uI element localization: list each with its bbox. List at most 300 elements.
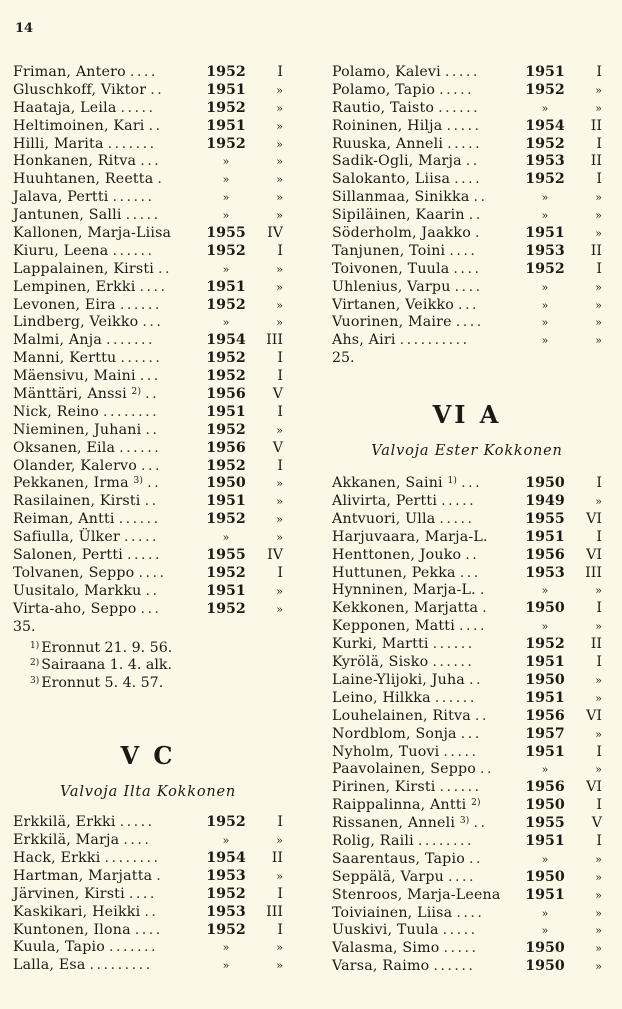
student-row [332, 600, 602, 618]
student-name-text: Kekkonen, Marjatta [332, 600, 479, 617]
student-name [332, 529, 488, 547]
footnote-reference: 3) [459, 816, 470, 827]
student-row [13, 297, 283, 315]
enrollment-year: 1952 [206, 350, 246, 367]
student-name [332, 815, 469, 833]
leader-dots: ... [139, 368, 161, 385]
student-name [332, 261, 449, 279]
leader-dots: .... [454, 278, 483, 295]
student-name-text: Mänttäri, Anssi [13, 386, 127, 403]
student-name-text: Rautio, Taisto [332, 99, 435, 116]
student-name [332, 171, 450, 189]
student-name [13, 297, 116, 315]
student-row [332, 869, 602, 887]
student-name-text: Ruuska, Anneli [332, 135, 444, 152]
student-name-text: Uhlenius, Varpu [332, 278, 451, 295]
enrollment-year: » [541, 209, 549, 223]
enrollment-year: 1952 [206, 135, 246, 152]
student-row [332, 851, 602, 869]
student-row [13, 458, 283, 476]
student-row [332, 153, 602, 171]
page-number: 14 [15, 21, 34, 36]
student-name [13, 153, 136, 171]
student-name [13, 314, 138, 332]
student-name [332, 654, 428, 672]
student-name-text: Kurki, Martti [332, 636, 429, 653]
entry-class: » [595, 227, 602, 241]
enrollment-year: 1953 [525, 153, 565, 170]
entry-class: I [596, 171, 602, 188]
enrollment-year: 1952 [206, 600, 246, 617]
student-name-text: Mäensivu, Maini [13, 368, 136, 385]
student-name [332, 493, 437, 511]
student-name-text: Rissanen, Anneli [332, 815, 456, 832]
enrollment-year: 1955 [525, 510, 565, 527]
student-row [13, 64, 283, 82]
entry-class: » [276, 531, 283, 545]
entry-class: I [596, 832, 602, 849]
leader-dots: .... [458, 618, 487, 635]
student-name-text: Salokanto, Liisa [332, 171, 451, 188]
student-name [332, 565, 456, 583]
student-name-text: Toivonen, Tuula [332, 260, 450, 277]
leader-dots: .... [134, 921, 163, 938]
student-name [332, 225, 471, 243]
student-name [13, 957, 86, 975]
leader-dots: ...... [432, 654, 475, 671]
student-name-text: Haataja, Leila [13, 99, 117, 116]
leader-dots: .... [455, 314, 484, 331]
leader-dots: ......... [89, 957, 153, 974]
leader-dots: ....... [108, 939, 159, 956]
enrollment-year: 1952 [206, 511, 246, 528]
enrollment-year: 1951 [206, 493, 246, 510]
entry-class: » [595, 209, 602, 223]
entry-class: » [595, 852, 602, 866]
entry-class: I [596, 260, 602, 277]
student-row [332, 136, 602, 154]
entry-class: IV [267, 547, 283, 564]
entry-class: I [596, 528, 602, 545]
student-name [332, 332, 396, 350]
footnote-3 [30, 675, 283, 693]
student-name [332, 118, 442, 136]
student-row [332, 529, 602, 547]
leader-dots: ... [457, 296, 480, 313]
student-name [332, 600, 478, 618]
entry-class: » [276, 602, 283, 616]
entry-class: » [276, 280, 283, 294]
student-row [13, 422, 283, 440]
student-name-text: Oksanen, Eila [13, 439, 116, 456]
student-name [332, 726, 457, 744]
leader-dots: ...... [119, 296, 162, 313]
student-name-text: Erkkilä, Erkki [13, 814, 116, 831]
student-name [332, 636, 429, 654]
enrollment-year: » [541, 298, 549, 312]
student-row [332, 654, 602, 672]
enrollment-year: 1950 [525, 600, 565, 617]
enrollment-year: 1951 [206, 278, 246, 295]
leader-dots: ...... [119, 439, 162, 456]
entry-class: III [266, 903, 283, 920]
enrollment-year: » [222, 316, 230, 330]
entry-class: I [277, 403, 283, 420]
student-name-text: Kyrölä, Sisko [332, 654, 429, 671]
student-name [13, 207, 122, 225]
student-row [332, 511, 602, 529]
enrollment-year: 1950 [525, 940, 565, 957]
student-row [13, 493, 283, 511]
leader-dots: ...... [439, 779, 482, 796]
enrollment-year: 1951 [525, 886, 565, 903]
student-row [332, 171, 602, 189]
student-name-text: Olander, Kalervo [13, 457, 138, 474]
student-name-text: Hynninen, Marja-L. [332, 582, 476, 599]
student-row [13, 922, 283, 940]
entry-class: » [595, 888, 602, 902]
entry-class: » [595, 673, 602, 687]
student-name [13, 64, 126, 82]
leader-dots: ...... [112, 189, 155, 206]
student-name [332, 833, 414, 851]
leader-dots: ..... [444, 64, 480, 80]
student-name-text: Honkanen, Ritva [13, 153, 137, 170]
leader-dots: .... [138, 564, 167, 581]
student-row [13, 332, 283, 350]
student-name [332, 511, 435, 529]
student-name [13, 547, 123, 565]
student-row [332, 833, 602, 851]
leader-dots: ...... [434, 689, 477, 706]
student-name [332, 940, 439, 958]
student-row [13, 529, 283, 547]
class-heading-vc: V C [120, 741, 176, 771]
student-name [13, 850, 100, 868]
student-name-text: Lempinen, Erkki [13, 278, 136, 295]
student-name-text: Leino, Hilkka [332, 689, 431, 706]
entry-class: V [272, 386, 283, 403]
leader-dots: ..... [125, 207, 161, 224]
enrollment-year: 1956 [525, 779, 565, 796]
student-name-text: Alivirta, Pertti [332, 493, 438, 510]
entry-class: » [276, 119, 283, 133]
student-name-text: Erkkilä, Marja [13, 832, 120, 849]
student-name [332, 279, 451, 297]
enrollment-year: » [541, 584, 549, 598]
student-name [332, 243, 445, 261]
student-name-text: Malmi, Anja [13, 332, 102, 349]
student-list-b [332, 64, 602, 350]
leader-dots: ....... [107, 135, 157, 152]
student-row [332, 922, 602, 940]
enrollment-year: 1951 [206, 582, 246, 599]
student-name-text: Stenroos, Marja-Leena [332, 886, 501, 903]
student-row [332, 690, 602, 708]
entry-class: I [596, 743, 602, 760]
student-name-text: Varsa, Raimo [332, 958, 430, 975]
enrollment-year: » [222, 941, 230, 955]
student-row [13, 565, 283, 583]
entry-class: V [272, 439, 283, 456]
entry-class: I [277, 368, 283, 385]
entry-class: » [276, 209, 283, 223]
student-name [13, 583, 141, 601]
student-row [332, 761, 602, 779]
student-name-text: Polamo, Tapio [332, 81, 436, 98]
leader-dots: .. [148, 117, 163, 134]
student-row [13, 189, 283, 207]
student-name [332, 761, 476, 779]
student-name-text: Raippalinna, Antti [332, 797, 467, 814]
student-name [332, 475, 457, 493]
student-row [332, 297, 602, 315]
leader-dots: .. [465, 153, 480, 170]
student-name-text: Lindberg, Veikko [13, 314, 139, 331]
leader-dots: ..... [441, 493, 477, 510]
enrollment-year: 1953 [525, 564, 565, 581]
enrollment-year: 1952 [206, 885, 246, 902]
student-name [13, 350, 116, 368]
student-row [332, 708, 602, 726]
enrollment-year: » [541, 191, 549, 205]
entry-class: VI [586, 546, 602, 563]
footnote-text: Sairaana 1. 4. alk. [41, 657, 172, 674]
student-row [13, 386, 283, 404]
student-row [332, 475, 602, 493]
student-name [332, 708, 471, 726]
student-name [332, 82, 435, 100]
enrollment-year: 1950 [525, 671, 565, 688]
enrollment-year: » [541, 924, 549, 938]
student-name [332, 922, 439, 940]
student-name [332, 905, 452, 923]
entry-class: II [271, 849, 283, 866]
student-row [332, 118, 602, 136]
student-name [13, 475, 143, 493]
class-heading-via: VI A [432, 400, 502, 430]
leader-dots: ..... [439, 510, 475, 527]
enrollment-year: 1952 [206, 64, 246, 80]
student-row [332, 547, 602, 565]
student-name-text: Sillanmaa, Sinikka [332, 189, 470, 206]
student-name [332, 779, 436, 797]
student-name [13, 279, 135, 297]
student-name-text: Henttonen, Jouko [332, 546, 462, 563]
leader-dots: ........ [417, 832, 474, 849]
entry-class: » [276, 137, 283, 151]
enrollment-year: 1951 [525, 225, 565, 242]
leader-dots: ....... [105, 332, 156, 349]
footnote-text: Eronnut 21. 9. 56. [41, 639, 173, 656]
enrollment-year: 1949 [525, 493, 565, 510]
enrollment-year: » [222, 191, 230, 205]
entry-class: » [276, 513, 283, 527]
student-row [13, 904, 283, 922]
entry-class: VI [586, 707, 602, 724]
entry-class: III [266, 332, 283, 349]
leader-dots: ........ [104, 849, 161, 866]
student-name [332, 207, 465, 225]
enrollment-year: 1954 [206, 332, 246, 349]
enrollment-year: 1956 [206, 439, 246, 456]
entry-class: » [276, 101, 283, 115]
enrollment-year: » [541, 334, 549, 348]
leader-dots: .. [468, 671, 483, 688]
footnote-mark: 3) [30, 676, 40, 687]
student-row [332, 493, 602, 511]
leader-dots: ..... [442, 922, 478, 939]
enrollment-year: 1951 [206, 81, 246, 98]
enrollment-year: » [541, 852, 549, 866]
student-name [13, 261, 154, 279]
enrollment-year: 1951 [525, 743, 565, 760]
enrollment-year: 1955 [206, 547, 246, 564]
entry-class: I [277, 457, 283, 474]
student-row [332, 779, 602, 797]
student-row [332, 565, 602, 583]
student-row [13, 583, 283, 601]
entry-class: » [595, 316, 602, 330]
student-row [13, 440, 283, 458]
student-row [13, 118, 283, 136]
student-name [332, 869, 444, 887]
enrollment-year: 1951 [525, 64, 565, 80]
leader-dots: .... [456, 904, 485, 921]
student-name-text: Valasma, Simo [332, 940, 440, 957]
student-name [332, 100, 434, 118]
student-name-text: Kuula, Tapio [13, 939, 105, 956]
student-name-text: Louhelainen, Ritva [332, 707, 471, 724]
entry-class: I [596, 654, 602, 671]
student-name-text: Uusitalo, Markku [13, 582, 142, 599]
enrollment-year: 1952 [525, 260, 565, 277]
student-name-text: Rasilainen, Kirsti [13, 493, 141, 510]
student-name [13, 832, 119, 850]
student-name-text: Hack, Erkki [13, 849, 101, 866]
leader-dots: ..... [120, 99, 156, 116]
enrollment-year: 1953 [206, 903, 246, 920]
student-name [13, 386, 141, 404]
student-row [332, 225, 602, 243]
student-name-text: Salonen, Pertti [13, 547, 123, 564]
student-name-text: Kallonen, Marja-Liisa [13, 225, 172, 242]
student-row [13, 868, 283, 886]
student-list-a [13, 64, 283, 619]
student-name [332, 64, 441, 82]
enrollment-year: 1956 [206, 386, 246, 403]
student-name [332, 547, 461, 565]
leader-dots: ... [460, 725, 482, 742]
enrollment-year: 1952 [206, 368, 246, 385]
student-name [332, 297, 454, 315]
student-row [332, 905, 602, 923]
student-name-text: Söderholm, Jaakko [332, 225, 471, 242]
student-name [332, 958, 429, 976]
student-count-b: 25. [332, 350, 355, 367]
leader-dots: ...... [120, 350, 163, 367]
leader-dots: . [157, 171, 165, 188]
student-name-text: Polamo, Kalevi [332, 64, 441, 80]
student-name [13, 440, 115, 458]
student-row [332, 726, 602, 744]
leader-dots: ..... [439, 81, 475, 98]
student-row [13, 368, 283, 386]
entry-class: » [595, 584, 602, 598]
student-name-text: Kaskikari, Heikki [13, 903, 141, 920]
leader-dots: .. [145, 386, 160, 403]
student-name-text: Seppälä, Varpu [332, 868, 444, 885]
entry-class: I [596, 64, 602, 80]
leader-dots: .. [474, 707, 489, 724]
leader-dots: .... [454, 171, 483, 188]
enrollment-year: 1952 [525, 81, 565, 98]
footnote-mark: 1) [30, 640, 40, 651]
student-name-text: Lappalainen, Kirsti [13, 260, 154, 277]
student-name [332, 618, 455, 636]
student-row [13, 136, 283, 154]
leader-dots: ... [459, 564, 481, 581]
student-name-text: Laine-Ylijoki, Juha [332, 671, 465, 688]
student-name-text: Pirinen, Kirsti [332, 779, 436, 796]
entry-class: IV [267, 225, 283, 242]
entry-class: » [276, 959, 283, 973]
student-name-text: Antvuori, Ulla [332, 510, 436, 527]
leader-dots: ..... [446, 117, 482, 134]
student-row [332, 314, 602, 332]
student-name-text: Saarentaus, Tapio [332, 850, 465, 867]
entry-class: II [590, 153, 602, 170]
student-name [13, 493, 141, 511]
enrollment-year: 1953 [206, 867, 246, 884]
student-name-text: Huttunen, Pekka [332, 564, 456, 581]
student-name [13, 886, 125, 904]
enrollment-year: 1955 [206, 225, 246, 242]
leader-dots: .... [139, 278, 168, 295]
student-row [13, 82, 283, 100]
leader-dots: ..... [447, 135, 483, 152]
leader-dots: .... [128, 885, 157, 902]
entry-class: » [595, 870, 602, 884]
student-row [13, 207, 283, 225]
student-row [332, 582, 602, 600]
student-row [332, 636, 602, 654]
enrollment-year: 1952 [206, 242, 246, 259]
student-row [332, 815, 602, 833]
leader-dots: .. [480, 761, 495, 778]
student-row [332, 887, 602, 905]
student-name-text: Järvinen, Kirsti [13, 885, 125, 902]
enrollment-year: 1952 [206, 421, 246, 438]
student-name-text: Virta-aho, Seppo [13, 600, 137, 617]
leader-dots: ... [461, 475, 483, 492]
leader-dots: .. [465, 546, 480, 563]
entry-class: » [276, 495, 283, 509]
student-name [332, 797, 481, 815]
enrollment-year: 1955 [525, 815, 565, 832]
enrollment-year: » [222, 262, 230, 276]
student-row [13, 511, 283, 529]
enrollment-year: 1950 [525, 958, 565, 975]
entry-class: » [595, 960, 602, 974]
entry-class: » [595, 298, 602, 312]
enrollment-year: 1952 [206, 457, 246, 474]
enrollment-year: 1950 [525, 868, 565, 885]
leader-dots: ...... [433, 958, 476, 975]
student-name-text: Sipiläinen, Kaarin [332, 207, 465, 224]
student-name [13, 82, 146, 100]
leader-dots: .. [468, 207, 483, 224]
